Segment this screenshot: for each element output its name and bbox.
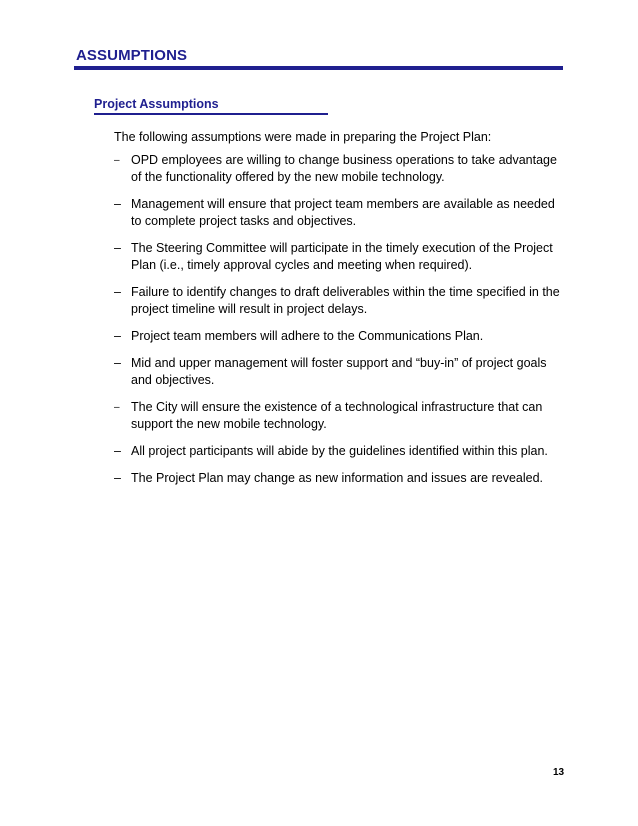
list-item (114, 152, 566, 186)
list-item-text: All project participants will abide by the guidelines identified within this plan. (131, 444, 548, 458)
dash-bullet: – (114, 155, 120, 166)
list-item (114, 399, 566, 433)
heading-divider (74, 66, 563, 70)
list-item-text: The City will ensure the existence of a technological infrastructure that can support the new mobile technology. (131, 400, 543, 431)
page-number: 13 (553, 767, 565, 778)
page-title: ASSUMPTIONS (76, 47, 188, 64)
dash-bullet: – (114, 356, 121, 370)
dash-bullet: – (114, 285, 121, 299)
list-item (114, 355, 566, 389)
list-item-text: OPD employees are willing to change business operations to take advantage of the functionality offered by the new mobile technology. (131, 153, 557, 184)
list-item-text: The Steering Committee will participate in the timely execution of the Project Plan (i.e., timely approval cycles and meeting when required). (131, 241, 553, 272)
section-underline (94, 113, 328, 115)
list-item-text: Mid and upper management will foster support and “buy-in” of project goals and objectives. (131, 356, 547, 387)
list-item (114, 328, 566, 345)
list-item (114, 443, 566, 460)
list-item (114, 196, 566, 230)
dash-bullet: – (114, 444, 121, 458)
intro-text: The following assumptions were made in preparing the Project Plan: (114, 130, 492, 144)
list-item (114, 470, 566, 487)
list-item (114, 284, 566, 318)
dash-bullet: – (114, 402, 120, 413)
list-item-text: Project team members will adhere to the Communications Plan. (131, 329, 484, 343)
list-item-text: Failure to identify changes to draft deliverables within the time specified in the project timeline will result in project delays. (131, 285, 560, 316)
dash-bullet: – (114, 241, 121, 255)
dash-bullet: – (114, 471, 121, 485)
assumptions-list (114, 152, 566, 497)
dash-bullet: – (114, 329, 121, 343)
list-item-text: Management will ensure that project team members are available as needed to complete project tasks and objectives. (131, 197, 555, 228)
section-heading: Project Assumptions (94, 97, 219, 111)
list-item-text: The Project Plan may change as new information and issues are revealed. (131, 471, 544, 485)
dash-bullet: – (114, 197, 121, 211)
list-item (114, 240, 566, 274)
